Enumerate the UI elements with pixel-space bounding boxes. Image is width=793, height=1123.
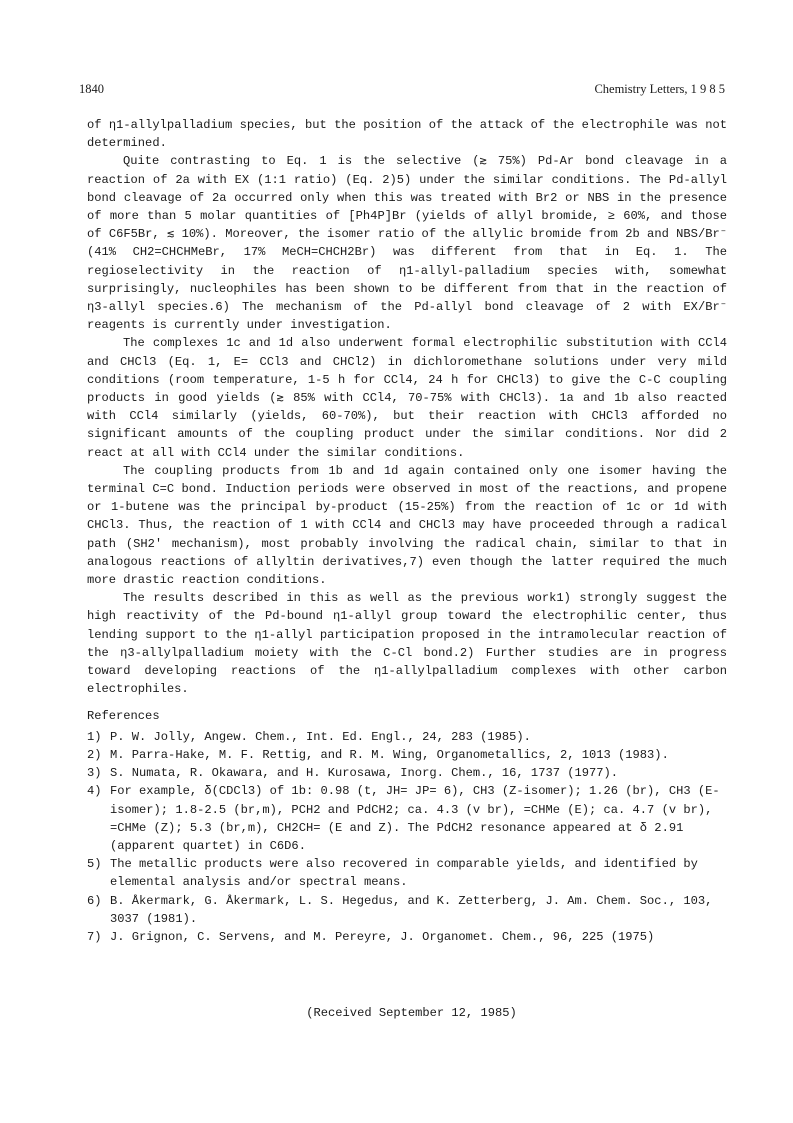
- reference-item: [87, 928, 727, 946]
- received-date: (Received September 12, 1985): [306, 1006, 517, 1020]
- reference-text: S. Numata, R. Okawara, and H. Kurosawa, Inorg. Chem., 16, 1737 (1977).: [110, 766, 619, 781]
- reference-text: The metallic products were also recovered in comparable yields, and identified by elemental analysis and/or spectral means.: [110, 857, 698, 890]
- reference-number: 1): [87, 729, 102, 744]
- paragraph-continuation: of η1-allylpalladium species, but the position of the attack of the electrophile was not determined.: [87, 118, 727, 151]
- paragraph-coupling-products: The coupling products from 1b and 1d again contained only one isomer having the terminal C=C bond. Induction periods were observed in most of the reactions, and propene or 1-butene was the principal by-product (15-25%) from the reaction of 1c or 1d with CHCl3. Thus, the reaction of 1 with CCl4 and CHCl3 may have proceeded through a radical path (SH2' mechanism), most probably involving the radical chain, similar to that in analogous reactions of allyltin derivatives,7) even though the latter required the much more drastic reaction conditions.: [87, 463, 727, 588]
- reference-number: 3): [87, 766, 102, 781]
- reference-text: J. Grignon, C. Servens, and M. Pereyre, J. Organomet. Chem., 96, 225 (1975): [110, 929, 655, 944]
- paragraph-conclusions: The results described in this as well as the previous work1) strongly suggest the high reactivity of the Pd-bound η1-allyl group toward the electrophilic center, thus lending support to the η1-allyl participation proposed in the intramolecular reaction of the η3-allylpalladium moiety with the C-Cl bond.2) Further studies are in progress toward developing reactions of the η1-allylpalladium complexes with other carbon electrophiles.: [87, 591, 727, 697]
- references-list: [87, 728, 727, 946]
- reference-item: [87, 728, 727, 746]
- references-heading: References: [87, 708, 160, 723]
- reference-item: [87, 855, 727, 891]
- reference-number: 5): [87, 857, 102, 872]
- reference-number: 2): [87, 747, 102, 762]
- paragraph-bond-cleavage: Quite contrasting to Eq. 1 is the selective (≳ 75%) Pd-Ar bond cleavage in a reaction of 2a with EX (1:1 ratio) (Eq. 2)5) under the similar conditions. The Pd-allyl bond cleavage of 2a occurred only when this was treated with Br2 or NBS in the presence of more than 5 molar quantities of [Ph4P]Br (yields of allyl bromide, ≥ 60%, and those of C6F5Br, ≲ 10%). Moreover, the isomer ratio of the allylic bromide from 2b and NBS/Br⁻ (41% CH2=CHCHMeBr, 17% MeCH=CHCH2Br) was different from that in Eq. 1. The regioselectivity in the reaction of η1-allyl-palladium species with, somewhat surprisingly, nucleophiles has been shown to be different from that in the reaction of η3-allyl species.6) The mechanism of the Pd-allyl bond cleavage of 2 with EX/Br⁻ reagents is currently under investigation.: [87, 154, 727, 333]
- reference-item: [87, 764, 727, 782]
- reference-item: [87, 782, 727, 855]
- article-body: [87, 116, 727, 946]
- paragraph-electrophilic-substitution: The complexes 1c and 1d also underwent formal electrophilic substitution with CCl4 and CHCl3 (Eq. 1, E= CCl3 and CHCl2) in dichloromethane solutions under very mild conditions (room temperature, 1-5 h for CCl4, 24 h for CHCl3) to give the C-C coupling products in good yields (≳ 85% with CCl4, 70-75% with CHCl3). 1a and 1b also reacted with CCl4 similarly (yields, 60-70%), but their reaction with CHCl3 afforded no significant amounts of the coupling product under the similar conditions. Nor did 2 react at all with CCl4 under the similar conditions.: [87, 336, 727, 460]
- reference-item: [87, 746, 727, 764]
- reference-number: 7): [87, 929, 102, 944]
- reference-text: B. Åkermark, G. Åkermark, L. S. Hegedus, and K. Zetterberg, J. Am. Chem. Soc., 103, 3037 (1981).: [110, 893, 713, 926]
- reference-text: M. Parra-Hake, M. F. Rettig, and R. M. Wing, Organometallics, 2, 1013 (1983).: [110, 747, 669, 762]
- journal-name: Chemistry Letters, 1 9 8 5: [594, 82, 725, 96]
- running-header: [79, 82, 725, 102]
- reference-text: P. W. Jolly, Angew. Chem., Int. Ed. Engl., 24, 283 (1985).: [110, 729, 531, 744]
- page-number: 1840: [79, 82, 104, 96]
- reference-number: 4): [87, 784, 102, 799]
- reference-number: 6): [87, 893, 102, 908]
- reference-item: [87, 892, 727, 928]
- reference-text: For example, δ(CDCl3) of 1b: 0.98 (t, JH= JP= 6), CH3 (Z-isomer); 1.26 (br), CH3 (E-isomer); 1.8-2.5 (br,m), PCH2 and PdCH2; ca. 4.3 (v br), =CHMe (E); ca. 4.7 (v br), =CHMe (Z); 5.3 (br,m), CH2CH= (E and Z). The PdCH2 resonance appeared at δ 2.91 (apparent quartet) in C6D6.: [110, 784, 720, 853]
